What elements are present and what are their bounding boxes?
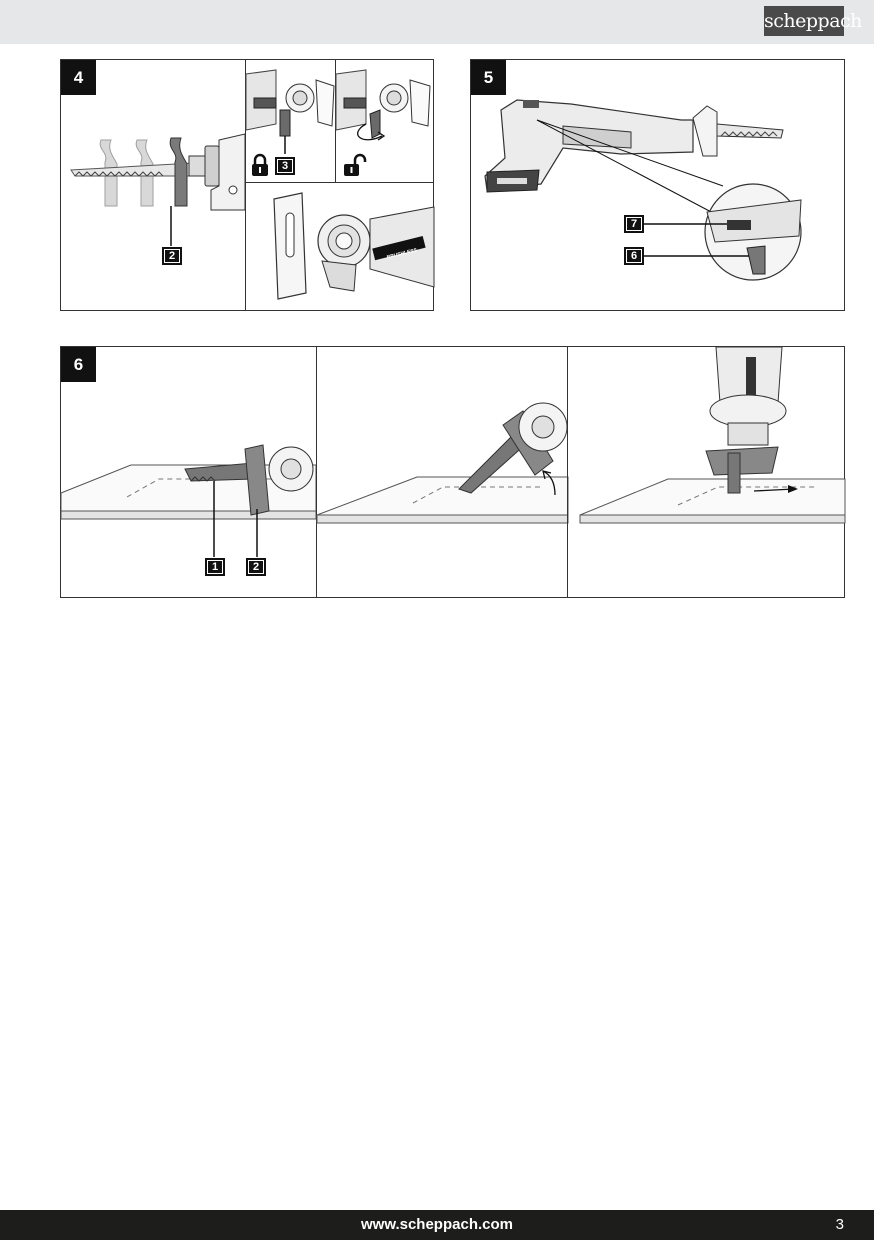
lock-closed-icon — [251, 154, 269, 176]
brushless-label: BRUSHLESS — [386, 247, 418, 261]
figure-6-panel-start — [61, 347, 316, 597]
page-footer — [0, 1210, 874, 1240]
figure-6 — [60, 346, 845, 598]
callout-3: 3 — [275, 157, 295, 175]
callout-6: 6 — [624, 247, 644, 265]
figure-5-number: 5 — [471, 60, 506, 95]
figure-6-panel-cutting — [567, 347, 844, 597]
reciprocating-saw-drawing — [471, 60, 846, 312]
figure-6-number: 6 — [61, 347, 96, 382]
figure-4-number: 4 — [61, 60, 96, 95]
figure-5 — [470, 59, 845, 311]
blade-insertion-drawing — [61, 60, 245, 310]
figure-4-panel-unlock — [335, 60, 433, 183]
lock-open-icon — [343, 154, 369, 176]
callout-2: 2 — [162, 247, 182, 265]
callout-2-fig6: 2 — [246, 558, 266, 576]
callout-1: 1 — [205, 558, 225, 576]
figure-4-panel-lock — [245, 60, 335, 183]
footer-website-link[interactable]: www.scheppach.com — [361, 1216, 513, 1233]
brand-logo: scheppach — [764, 6, 844, 36]
saw-on-workpiece-drawing — [61, 347, 316, 597]
plunge-cut-drawing — [317, 347, 568, 597]
figure-6-panel-plunge — [316, 347, 567, 597]
page-number: 3 — [835, 1216, 844, 1233]
figure-4 — [60, 59, 434, 311]
figure-4-panel-blade-insertion — [61, 60, 245, 310]
page-header — [0, 0, 874, 44]
figure-4-panel-clamp-closeup — [245, 183, 433, 310]
cutting-drawing — [568, 347, 845, 597]
callout-7: 7 — [624, 215, 644, 233]
